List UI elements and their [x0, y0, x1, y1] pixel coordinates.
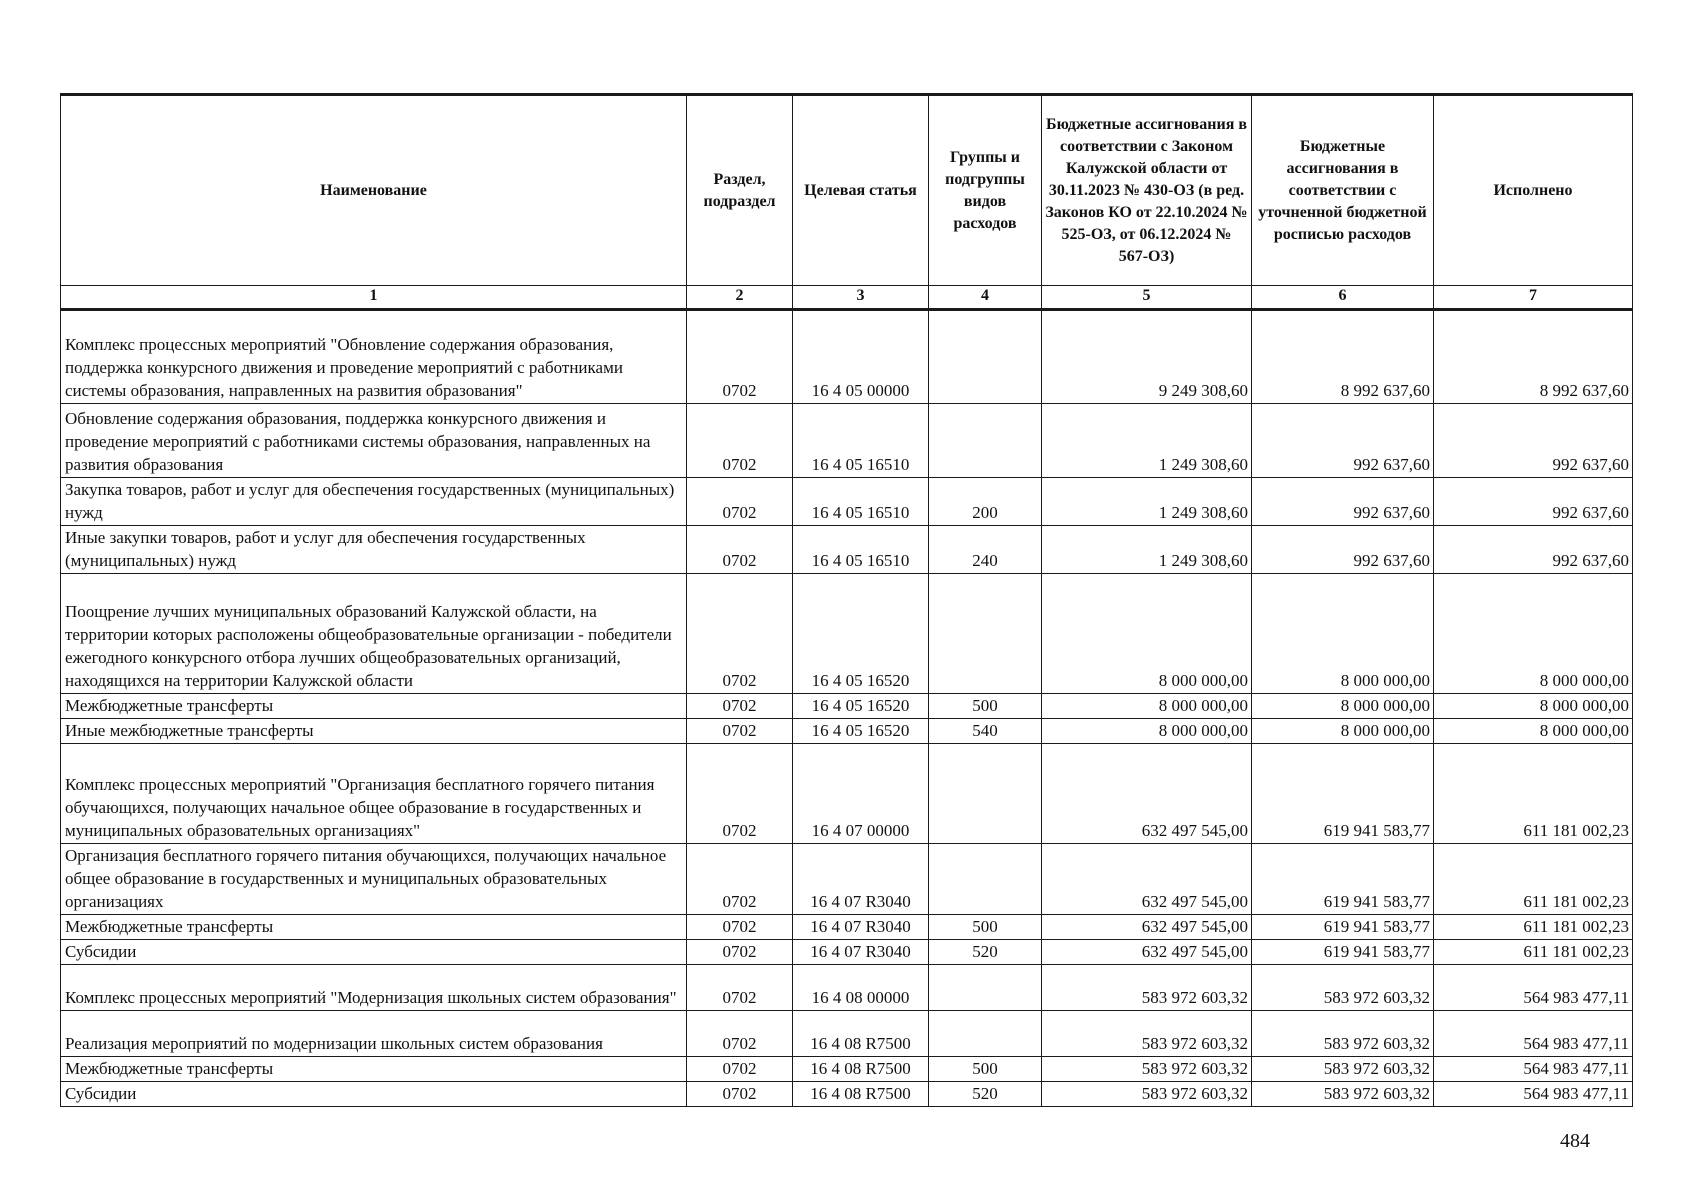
row-target: 16 4 05 16510 — [793, 526, 929, 574]
row-section: 0702 — [687, 526, 793, 574]
table-row — [61, 965, 1633, 1011]
row-name: Субсидии — [61, 1082, 687, 1107]
table-row — [61, 844, 1633, 915]
row-refined-amount: 992 637,60 — [1252, 526, 1434, 574]
column-number: 2 — [687, 286, 793, 310]
row-target: 16 4 08 R7500 — [793, 1011, 929, 1057]
row-law-amount: 1 249 308,60 — [1042, 526, 1252, 574]
row-target: 16 4 08 00000 — [793, 965, 929, 1011]
row-executed-amount: 992 637,60 — [1434, 404, 1633, 478]
row-section: 0702 — [687, 310, 793, 404]
row-law-amount: 1 249 308,60 — [1042, 478, 1252, 526]
row-name: Комплекс процессных мероприятий "Модернизация школьных систем образования" — [61, 965, 687, 1011]
row-section: 0702 — [687, 744, 793, 844]
table-row — [61, 574, 1633, 694]
column-number: 4 — [929, 286, 1042, 310]
row-refined-amount: 8 000 000,00 — [1252, 694, 1434, 719]
row-refined-amount: 583 972 603,32 — [1252, 1011, 1434, 1057]
row-executed-amount: 611 181 002,23 — [1434, 744, 1633, 844]
row-refined-amount: 992 637,60 — [1252, 478, 1434, 526]
row-law-amount: 632 497 545,00 — [1042, 744, 1252, 844]
row-section: 0702 — [687, 404, 793, 478]
row-law-amount: 8 000 000,00 — [1042, 719, 1252, 744]
row-name: Межбюджетные трансферты — [61, 1057, 687, 1082]
table-row — [61, 915, 1633, 940]
page-number: 484 — [1560, 1130, 1590, 1152]
header-name: Наименование — [61, 95, 687, 286]
row-section: 0702 — [687, 915, 793, 940]
table-row — [61, 1057, 1633, 1082]
row-target: 16 4 07 R3040 — [793, 915, 929, 940]
header-groups: Группы и подгруппы видов расходов — [929, 95, 1042, 286]
row-section: 0702 — [687, 1082, 793, 1107]
row-executed-amount: 992 637,60 — [1434, 478, 1633, 526]
row-target: 16 4 08 R7500 — [793, 1082, 929, 1107]
row-name: Межбюджетные трансферты — [61, 694, 687, 719]
column-number: 3 — [793, 286, 929, 310]
row-law-amount: 8 000 000,00 — [1042, 694, 1252, 719]
row-refined-amount: 8 992 637,60 — [1252, 310, 1434, 404]
row-executed-amount: 611 181 002,23 — [1434, 844, 1633, 915]
header-executed: Исполнено — [1434, 95, 1633, 286]
row-executed-amount: 8 000 000,00 — [1434, 574, 1633, 694]
table-row — [61, 526, 1633, 574]
row-group: 200 — [929, 478, 1042, 526]
row-refined-amount: 8 000 000,00 — [1252, 719, 1434, 744]
row-group — [929, 574, 1042, 694]
row-executed-amount: 611 181 002,23 — [1434, 915, 1633, 940]
row-name: Субсидии — [61, 940, 687, 965]
row-target: 16 4 05 16520 — [793, 574, 929, 694]
row-refined-amount: 8 000 000,00 — [1252, 574, 1434, 694]
table-row — [61, 694, 1633, 719]
column-number: 1 — [61, 286, 687, 310]
row-name: Реализация мероприятий по модернизации школьных систем образования — [61, 1011, 687, 1057]
row-executed-amount: 564 983 477,11 — [1434, 1057, 1633, 1082]
row-group — [929, 310, 1042, 404]
header-refined-allocations: Бюджетные ассигнования в соответствии с уточненной бюджетной росписью расходов — [1252, 95, 1434, 286]
row-group: 520 — [929, 1082, 1042, 1107]
table-row — [61, 719, 1633, 744]
row-name: Иные межбюджетные трансферты — [61, 719, 687, 744]
row-executed-amount: 992 637,60 — [1434, 526, 1633, 574]
row-law-amount: 583 972 603,32 — [1042, 1057, 1252, 1082]
row-group: 500 — [929, 1057, 1042, 1082]
header-target: Целевая статья — [793, 95, 929, 286]
budget-table — [60, 93, 1633, 1107]
row-group: 520 — [929, 940, 1042, 965]
row-law-amount: 8 000 000,00 — [1042, 574, 1252, 694]
column-number: 7 — [1434, 286, 1633, 310]
row-section: 0702 — [687, 1057, 793, 1082]
row-executed-amount: 611 181 002,23 — [1434, 940, 1633, 965]
row-section: 0702 — [687, 478, 793, 526]
row-group: 500 — [929, 915, 1042, 940]
row-law-amount: 632 497 545,00 — [1042, 915, 1252, 940]
row-refined-amount: 619 941 583,77 — [1252, 744, 1434, 844]
row-target: 16 4 05 16510 — [793, 478, 929, 526]
row-group — [929, 744, 1042, 844]
row-executed-amount: 564 983 477,11 — [1434, 1011, 1633, 1057]
row-target: 16 4 07 00000 — [793, 744, 929, 844]
row-group — [929, 1011, 1042, 1057]
row-section: 0702 — [687, 844, 793, 915]
row-name: Комплекс процессных мероприятий "Обновление содержания образования, поддержка конкурсного движения и проведение мероприятий с работниками системы образования, направленных на развития образования" — [61, 310, 687, 404]
row-group — [929, 844, 1042, 915]
row-refined-amount: 583 972 603,32 — [1252, 1082, 1434, 1107]
row-name: Межбюджетные трансферты — [61, 915, 687, 940]
row-group: 540 — [929, 719, 1042, 744]
header-law-allocations: Бюджетные ассигнования в соответствии с Законом Калужской области от 30.11.2023 № 430-ОЗ (в ред. Законов КО от 22.10.2024 № 525-ОЗ, от 06.12.2024 № 567-ОЗ) — [1042, 95, 1252, 286]
row-executed-amount: 8 000 000,00 — [1434, 719, 1633, 744]
row-section: 0702 — [687, 965, 793, 1011]
column-number-row — [61, 286, 1633, 310]
row-law-amount: 1 249 308,60 — [1042, 404, 1252, 478]
row-target: 16 4 05 16520 — [793, 694, 929, 719]
row-group: 240 — [929, 526, 1042, 574]
table-row — [61, 478, 1633, 526]
row-law-amount: 9 249 308,60 — [1042, 310, 1252, 404]
table-row — [61, 1082, 1633, 1107]
row-section: 0702 — [687, 1011, 793, 1057]
row-group — [929, 404, 1042, 478]
column-number: 6 — [1252, 286, 1434, 310]
row-law-amount: 632 497 545,00 — [1042, 940, 1252, 965]
row-refined-amount: 619 941 583,77 — [1252, 915, 1434, 940]
row-target: 16 4 08 R7500 — [793, 1057, 929, 1082]
header-row — [61, 95, 1633, 286]
row-executed-amount: 564 983 477,11 — [1434, 1082, 1633, 1107]
row-executed-amount: 8 000 000,00 — [1434, 694, 1633, 719]
row-target: 16 4 07 R3040 — [793, 844, 929, 915]
row-target: 16 4 05 16520 — [793, 719, 929, 744]
row-law-amount: 583 972 603,32 — [1042, 965, 1252, 1011]
row-section: 0702 — [687, 719, 793, 744]
row-name: Закупка товаров, работ и услуг для обеспечения государственных (муниципальных) нужд — [61, 478, 687, 526]
row-target: 16 4 05 16510 — [793, 404, 929, 478]
row-name: Обновление содержания образования, поддержка конкурсного движения и проведение мероприятий с работниками системы образования, направленных на развития образования — [61, 404, 687, 478]
row-refined-amount: 583 972 603,32 — [1252, 965, 1434, 1011]
row-section: 0702 — [687, 940, 793, 965]
row-refined-amount: 619 941 583,77 — [1252, 844, 1434, 915]
row-group: 500 — [929, 694, 1042, 719]
column-number: 5 — [1042, 286, 1252, 310]
row-executed-amount: 8 992 637,60 — [1434, 310, 1633, 404]
row-refined-amount: 992 637,60 — [1252, 404, 1434, 478]
row-law-amount: 632 497 545,00 — [1042, 844, 1252, 915]
row-executed-amount: 564 983 477,11 — [1434, 965, 1633, 1011]
row-law-amount: 583 972 603,32 — [1042, 1082, 1252, 1107]
row-name: Комплекс процессных мероприятий "Организация бесплатного горячего питания обучающихся, получающих начальное общее образование в государственных и муниципальных образовательных организациях" — [61, 744, 687, 844]
row-refined-amount: 583 972 603,32 — [1252, 1057, 1434, 1082]
row-target: 16 4 05 00000 — [793, 310, 929, 404]
table-row — [61, 404, 1633, 478]
row-group — [929, 965, 1042, 1011]
table-row — [61, 310, 1633, 404]
row-name: Иные закупки товаров, работ и услуг для обеспечения государственных (муниципальных) нужд — [61, 526, 687, 574]
row-law-amount: 583 972 603,32 — [1042, 1011, 1252, 1057]
row-refined-amount: 619 941 583,77 — [1252, 940, 1434, 965]
row-section: 0702 — [687, 574, 793, 694]
row-name: Поощрение лучших муниципальных образований Калужской области, на территории которых расположены общеобразовательные организации - победители ежегодного конкурсного отбора лучших общеобразовательных организаций, находящихся на территории Калужской области — [61, 574, 687, 694]
table-row — [61, 1011, 1633, 1057]
row-name: Организация бесплатного горячего питания обучающихся, получающих начальное общее образование в государственных и муниципальных образовательных организациях — [61, 844, 687, 915]
table-row — [61, 744, 1633, 844]
table-body — [61, 310, 1633, 1107]
header-section: Раздел, подраздел — [687, 95, 793, 286]
table-row — [61, 940, 1633, 965]
row-section: 0702 — [687, 694, 793, 719]
row-target: 16 4 07 R3040 — [793, 940, 929, 965]
